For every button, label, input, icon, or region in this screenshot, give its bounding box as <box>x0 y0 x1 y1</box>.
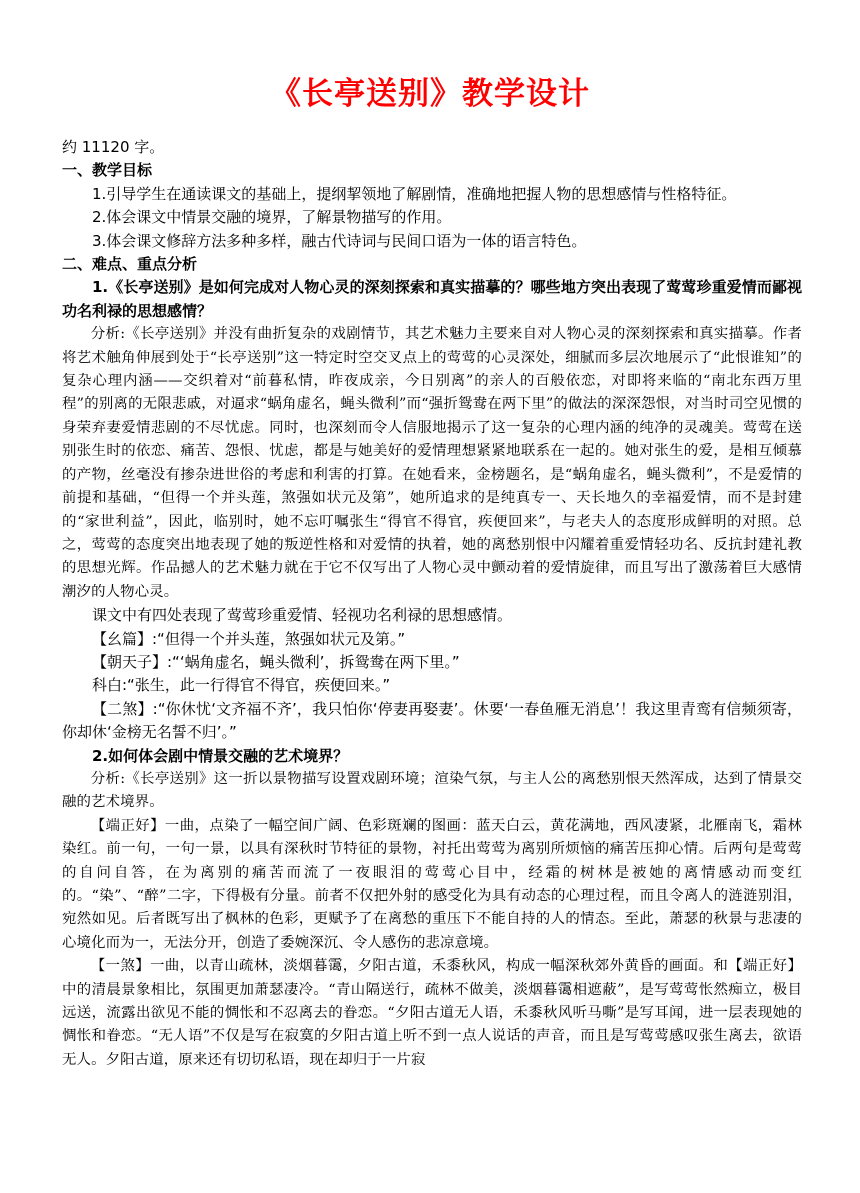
paragraph: 课文中有四处表现了莺莺珍重爱情、轻视功名利禄的思想感情。 <box>92 606 513 625</box>
section-heading-objectives: 一、教学目标 <box>62 161 153 180</box>
word-count: 约 11120 字。 <box>62 138 165 156</box>
quote-line: 【幺篇】:“但得一个并头莲，煞强如状元及第。” <box>92 629 406 648</box>
analysis-paragraph: 【一煞】一曲，以青山疏林，淡烟暮霭，夕阳古道，禾黍秋风，构成一幅深秋郊外黄昏的画面。和【端正好】中的清晨景象相比，氛围更加萧瑟凄冷。“青山隔送行，疏林不做美，淡烟暮霭相遮蔽”，是写莺莺怅然痴立，极目远送，流露出欲见不能的惆怅和不忍离去的眷恋。“夕阳古道无人语，禾黍秋风听马嘶”是写耳闻，进一层表现她的惆怅和眷恋。“无人语”不仅是写在寂寞的夕阳古道上听不到一点人说话的声音，而且是写莺莺感叹张生离去，欲语无人。夕阳古道，原来还有切切私语，现在却归于一片寂 <box>62 958 802 1068</box>
objective-item: 2.体会课文中情景交融的境界，了解景物描写的作用。 <box>92 208 452 227</box>
quote-line: 【二煞】:“你休忧‘文齐福不齐’，我只怕你‘停妻再娶妻’。休要‘一春鱼雁无消息’！我这里青鸾有信频须寄，你却休‘金榜无名誓不归’。” <box>62 699 802 742</box>
analysis-paragraph: 【端正好】一曲，点染了一幅空间广阔、色彩斑斓的图画：蓝天白云，黄花满地，西风凄紧，北雁南飞，霜林染红。前一句，一句一景，以具有深秋时节特征的景物，衬托出莺莺为离别所烦恼的痛苦压抑心情。后两句是莺莺的自问自答，在为离别的痛苦而流了一夜眼泪的莺莺心目中，经霜的树林是被她的离情感动而变红的。“染”、“醉”二字，下得极有分量。前者不仅把外射的感受化为具有动态的心理过程，而且令离人的涟涟别泪，宛然如见。后者既写出了枫林的色彩，更赋予了在离愁的重压下不能自持的人的情态。至此，萧瑟的秋景与悲凄的心境化而为一，无法分开，创造了委婉深沉、令人感伤的悲凉意境。 <box>62 817 802 951</box>
objective-item: 1.引导学生在通读课文的基础上，提纲挈领地了解剧情，准确地把握人物的思想感情与性格特征。 <box>92 184 737 203</box>
question-heading: 1.《长亭送别》是如何完成对人物心灵的深刻探索和真实描摹的？哪些地方突出表现了莺莺珍重爱情而鄙视功名利禄的思想感情？ <box>62 278 802 320</box>
document-body <box>62 136 802 1072</box>
objective-item: 3.体会课文修辞方法多种多样，融古代诗词与民间口语为一体的语言特色。 <box>92 231 587 250</box>
question-heading: 2.如何体会剧中情景交融的艺术境界？ <box>92 746 349 765</box>
analysis-paragraph: 分析:《长亭送别》并没有曲折复杂的戏剧情节，其艺术魅力主要来自对人物心灵的深刻探索和真实描摹。作者将艺术触角伸展到处于“长亭送别”这一特定时空交叉点上的莺莺的心灵深处，细腻而多层次地展示了“此恨谁知”的复杂心理内涵——交织着对“前暮私情，昨夜成亲，今日别离”的亲人的百般依恋，对即将来临的“南北东西万里程”的别离的无限悲戚，对逼求“蜗角虚名，蝇头微利”而“强折鸳鸯在两下里”的做法的深深怨恨，对当时司空见惯的身荣弃妻爱情悲剧的不尽忧虑。同时，也深刻而令人信服地揭示了这一复杂的心理内涵的纯净的灵魂美。莺莺在送别张生时的依恋、痛苦、怨恨、忧虑，都是与她美好的爱情理想紧紧地联系在一起的。她对张生的爱，是相互倾慕的产物，丝毫没有掺杂进世俗的考虑和利害的打算。在她看来，金榜题名，是“蜗角虚名，蝇头微利”，不是爱情的前提和基础，“但得一个并头莲，煞强如状元及第”，她所追求的是纯真专一、天长地久的幸福爱情，而不是封建的“家世利益”，因此，临别时，她不忘叮嘱张生“得官不得官，疾便回来”，与老夫人的态度形成鲜明的对照。总之，莺莺的态度突出地表现了她的叛逆性格和对爱情的执着，她的离愁别恨中闪耀着重爱情轻功名、反抗封建礼教的思想光辉。作品撼人的艺术魅力就在于它不仅写出了人物心灵中颤动着的爱情旋律，而且写出了激荡着巨大感情潮汐的人物心灵。 <box>62 326 802 600</box>
quote-line: 【朝天子】:“‘蜗角虚名，蝇头微利’，拆鸳鸯在两下里。” <box>92 652 460 671</box>
section-heading-analysis: 二、难点、重点分析 <box>62 255 198 274</box>
quote-line: 科白:“张生，此一行得官不得官，疾便回来。” <box>92 676 391 695</box>
analysis-paragraph: 分析:《长亭送别》这一折以景物描写设置戏剧环境；渲染气氛，与主人公的离愁别恨天然浑成，达到了情景交融的艺术境界。 <box>62 770 802 811</box>
document-title: 《长亭送别》教学设计 <box>270 76 590 112</box>
